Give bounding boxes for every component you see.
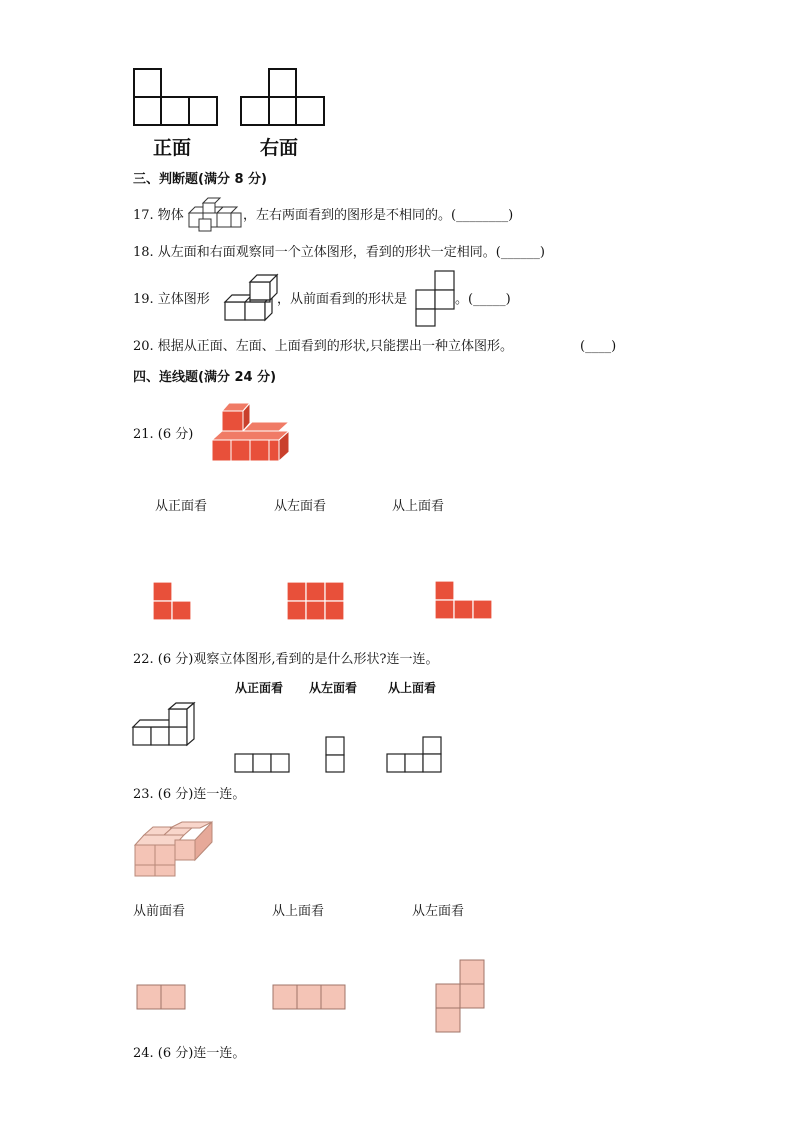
q19-middle: ，从前面看到的形状是	[277, 292, 408, 307]
q21-label-front: 从正面看	[155, 499, 208, 514]
front-label: 正面	[153, 137, 192, 159]
q19-before: 19. 立体图形	[133, 292, 210, 307]
q17-before: 17. 物体	[133, 208, 184, 223]
q23-label-front: 从前面看	[133, 904, 186, 919]
q19-after: 。(_____)	[455, 292, 511, 307]
q22-label-front: 从正面看	[235, 681, 284, 695]
q23-label-top: 从上面看	[272, 904, 325, 919]
q21-label-left: 从左面看	[274, 499, 327, 514]
section3-title: 三、判断题(满分 8 分)	[133, 172, 267, 187]
q18-text: 18. 从左面和右面观察同一个立体图形，看到的形状一定相同。(______)	[133, 245, 545, 260]
q21-number: 21. (6 分)	[133, 427, 194, 442]
q22-label-left: 从左面看	[309, 681, 358, 695]
section4-title: 四、连线题(满分 24 分)	[133, 370, 277, 385]
q23-label-left: 从左面看	[412, 904, 465, 919]
q20-text: 20. 根据从正面、左面、上面看到的形状,只能摆出一种立体图形。	[133, 339, 513, 354]
q21-label-top: 从上面看	[392, 499, 445, 514]
q17-after: ，左右两面看到的图形是不相同的。(________)	[243, 208, 514, 223]
q20-blank: (____)	[580, 339, 617, 354]
right-label: 右面	[260, 137, 299, 159]
q22-text: 22. (6 分)观察立体图形,看到的是什么形状?连一连。	[133, 652, 439, 667]
q24-text: 24. (6 分)连一连。	[133, 1046, 246, 1061]
q22-label-top: 从上面看	[388, 681, 437, 695]
q23-text: 23. (6 分)连一连。	[133, 787, 246, 802]
